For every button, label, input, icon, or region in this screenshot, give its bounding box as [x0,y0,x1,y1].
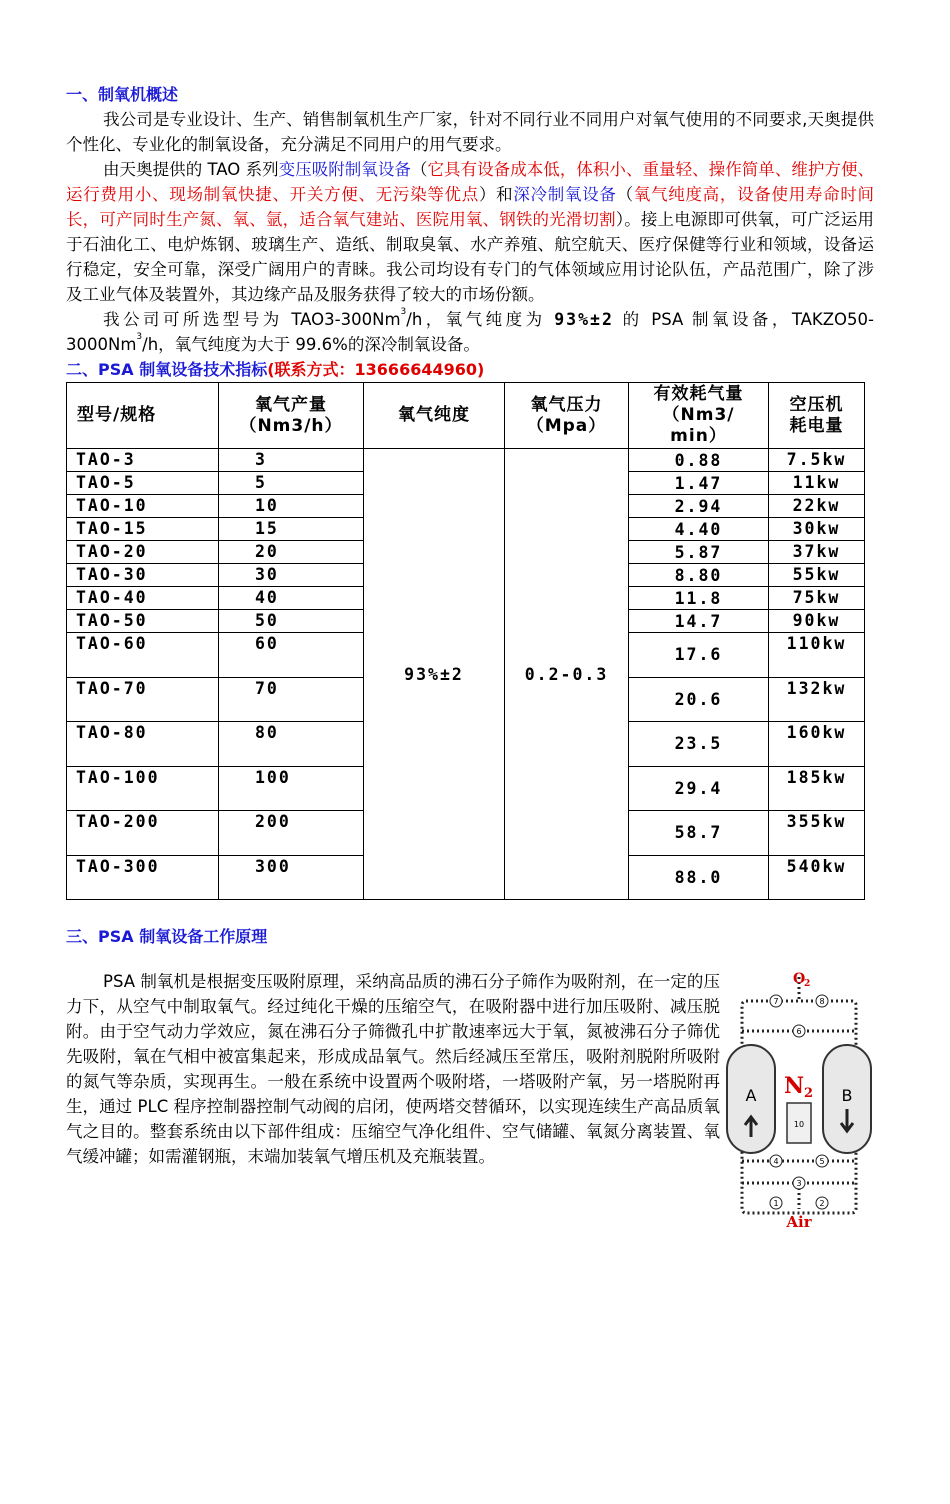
cell-flow: 30 [219,564,364,587]
cell-model: TAO-40 [67,587,219,610]
valve-8: 8 [819,997,825,1006]
cell-model: TAO-15 [67,518,219,541]
cell-flow: 60 [219,633,364,678]
cell-model: TAO-50 [67,610,219,633]
cell-flow: 5 [219,472,364,495]
section3-heading: 三、PSA 制氧设备工作原理 [66,927,268,946]
cell-model: TAO-30 [67,564,219,587]
psa-advantages: 它具有设备成本低，体积小、重量轻、操作简单、维护方便、运行费用小、现场制氧快捷、开关方便、无污染等优点 [66,160,875,204]
cell-model: TAO-70 [67,677,219,722]
col-header-air-consumption: 有效耗气量 （Nm3/ min） [629,383,769,449]
cell-air-consumption: 4.40 [629,518,769,541]
cell-model: TAO-10 [67,495,219,518]
cell-pressure: 0.2-0.3 [505,449,629,900]
n2-subscript: 2 [804,1086,814,1101]
model-text-c: 的 PSA 制氧设备，TAKZO50-3000Nm [66,310,874,354]
cell-air-consumption: 58.7 [629,811,769,856]
valve-7: 7 [773,997,779,1006]
table-body [67,449,865,900]
section1-heading: 一、制氧机概述 [66,85,179,104]
valve-5: 5 [819,1157,825,1166]
cell-flow: 200 [219,811,364,856]
n2-label [784,1073,813,1101]
cell-model: TAO-3 [67,449,219,472]
air-label: Air [786,1213,812,1231]
cryogenic-advantages: 氧气纯度高，设备使用寿命时间长，可产同时生产氮、氧、氩，适合氧气建站、医院用氧、钢铁的光滑切割 [66,185,875,229]
cell-power: 90kw [769,610,865,633]
superscript-3: 3 [400,307,407,317]
tower-b [823,1045,871,1153]
cell-air-consumption: 0.88 [629,449,769,472]
cell-model: TAO-200 [67,811,219,856]
cell-model: TAO-100 [67,766,219,811]
document-page [66,80,874,1235]
paren-open: （ [410,160,428,179]
purity-value: 93%±2 [554,310,614,329]
cell-flow: 100 [219,766,364,811]
valve-1: 1 [773,1199,779,1208]
cell-power: 75kw [769,587,865,610]
valve-3: 3 [796,1179,802,1188]
o2-label [793,971,810,989]
cell-flow: 15 [219,518,364,541]
cell-air-consumption: 20.6 [629,677,769,722]
cell-power: 185kw [769,766,865,811]
principle-section [66,969,874,1235]
cell-power: 540kw [769,855,865,900]
cell-air-consumption: 88.0 [629,855,769,900]
col-header-model: 型号/规格 [67,383,219,449]
valve-10-label: 10 [793,1120,805,1129]
tower-a [727,1045,775,1153]
col-header-power: 空压机 耗电量 [769,383,865,449]
cell-power: 55kw [769,564,865,587]
cell-air-consumption: 23.5 [629,722,769,767]
superscript-3b: 3 [136,332,143,342]
series-text-a: 由天奥提供的 TAO 系列 [103,160,279,179]
cell-flow: 3 [219,449,364,472]
cell-model: TAO-5 [67,472,219,495]
table-header-row [67,383,865,449]
cell-power: 11kw [769,472,865,495]
model-paragraph [66,307,874,357]
cell-flow: 70 [219,677,364,722]
cell-air-consumption: 17.6 [629,633,769,678]
section2-title: 二、PSA 制氧设备技术指标 [66,360,268,379]
principle-text: PSA 制氧机是根据变压吸附原理，采纳高品质的沸石分子筛作为吸附剂，在一定的压力下，从空气中制取氧气。经过纯化干燥的压缩空气，在吸附器中进行加压吸附、减压脱附。由于空气动力学效应，氮在沸石分子筛微孔中扩散速率远大于氧，氮被沸石分子筛优先吸附，氧在气相中被富集起来，形成成品氧气。然后经减压至常压，吸附剂脱附所吸附的氮气等杂质，实现再生。一般在系统中设置两个吸附塔，一塔吸附产氧，另一塔脱附再生，通过 PLC 程序控制器控制气动阀的启闭，使两塔交替循环，以实现连续生产高品质氧气之目的。整套系统由以下部件组成：压缩空气净化组件、空气储罐、氧氮分离装置、氧气缓冲罐；如需灌钢瓶，末端加装氧气增压机及充瓶装置。 [66,972,720,1166]
cell-power: 30kw [769,518,865,541]
n2-symbol: N [784,1073,805,1099]
cell-air-consumption: 11.8 [629,587,769,610]
cell-air-consumption: 5.87 [629,541,769,564]
cell-purity: 93%±2 [364,449,505,900]
cell-air-consumption: 29.4 [629,766,769,811]
cell-model: TAO-300 [67,855,219,900]
spec-table [66,382,865,900]
intro-paragraph [66,107,874,157]
cell-power: 110kw [769,633,865,678]
cell-air-consumption: 14.7 [629,610,769,633]
paren-open-2: （ [616,185,634,204]
cell-flow: 50 [219,610,364,633]
valve-2: 2 [819,1199,825,1208]
cell-air-consumption: 2.94 [629,495,769,518]
cell-flow: 80 [219,722,364,767]
col-header-purity: 氧气纯度 [364,383,505,449]
cell-flow: 20 [219,541,364,564]
o2-symbol: O [793,971,806,987]
model-text-d: /h，氧气纯度为大于 99.6%的深冷制氧设备。 [142,335,480,354]
tower-b-label: B [841,1086,853,1105]
valve-4: 4 [773,1157,779,1166]
cell-flow: 300 [219,855,364,900]
col-header-pressure: 氧气压力 （Mpa） [505,383,629,449]
valve-6: 6 [796,1027,802,1036]
psa-flow-diagram [724,969,874,1231]
psa-equipment-link: 变压吸附制氧设备 [278,160,411,179]
cell-model: TAO-60 [67,633,219,678]
cell-air-consumption: 8.80 [629,564,769,587]
intro-text: 我公司是专业设计、生产、销售制氧机生产厂家，针对不同行业不同用户对氧气使用的不同要求,天奥提供个性化、专业化的制氧设备，充分满足不同用户的用气要求。 [66,110,874,154]
tower-a-label: A [745,1086,757,1105]
cell-flow: 40 [219,587,364,610]
cell-power: 37kw [769,541,865,564]
valves [770,995,828,1209]
cryogenic-equipment-link: 深冷制氧设备 [513,185,617,204]
series-paragraph [66,157,874,307]
series-text-rest: ）。接上电源即可供氧，可广泛运用于石油化工、电炉炼钢、玻璃生产、造纸、制取臭氧、水产养殖、航空航天、医疗保健等行业和领域，设备运行稳定，安全可靠，深受广阔用户的青睐。我公司均设有专门的气体领域应用讨论队伍，产品范围广，除了涉及工业气体及装置外，其边缘产品及服务获得了较大的市场份额。 [66,210,875,304]
cell-power: 160kw [769,722,865,767]
and-text: ）和 [478,185,514,204]
cell-model: TAO-80 [67,722,219,767]
table-row [67,449,865,472]
psa-diagram [724,969,874,1235]
cell-power: 7.5kw [769,449,865,472]
cell-air-consumption: 1.47 [629,472,769,495]
o2-subscript: 2 [804,979,811,989]
cell-power: 22kw [769,495,865,518]
cell-model: TAO-20 [67,541,219,564]
section2-heading [66,357,874,382]
model-text-a: 我公司可所选型号为 TAO3-300Nm [103,310,401,329]
col-header-flow: 氧气产量 （Nm3/h） [219,383,364,449]
model-text-b: /h，氧气纯度为 [406,310,555,329]
cell-flow: 10 [219,495,364,518]
cell-power: 132kw [769,677,865,722]
contact-info: (联系方式：13666644960) [267,360,485,379]
cell-power: 355kw [769,811,865,856]
